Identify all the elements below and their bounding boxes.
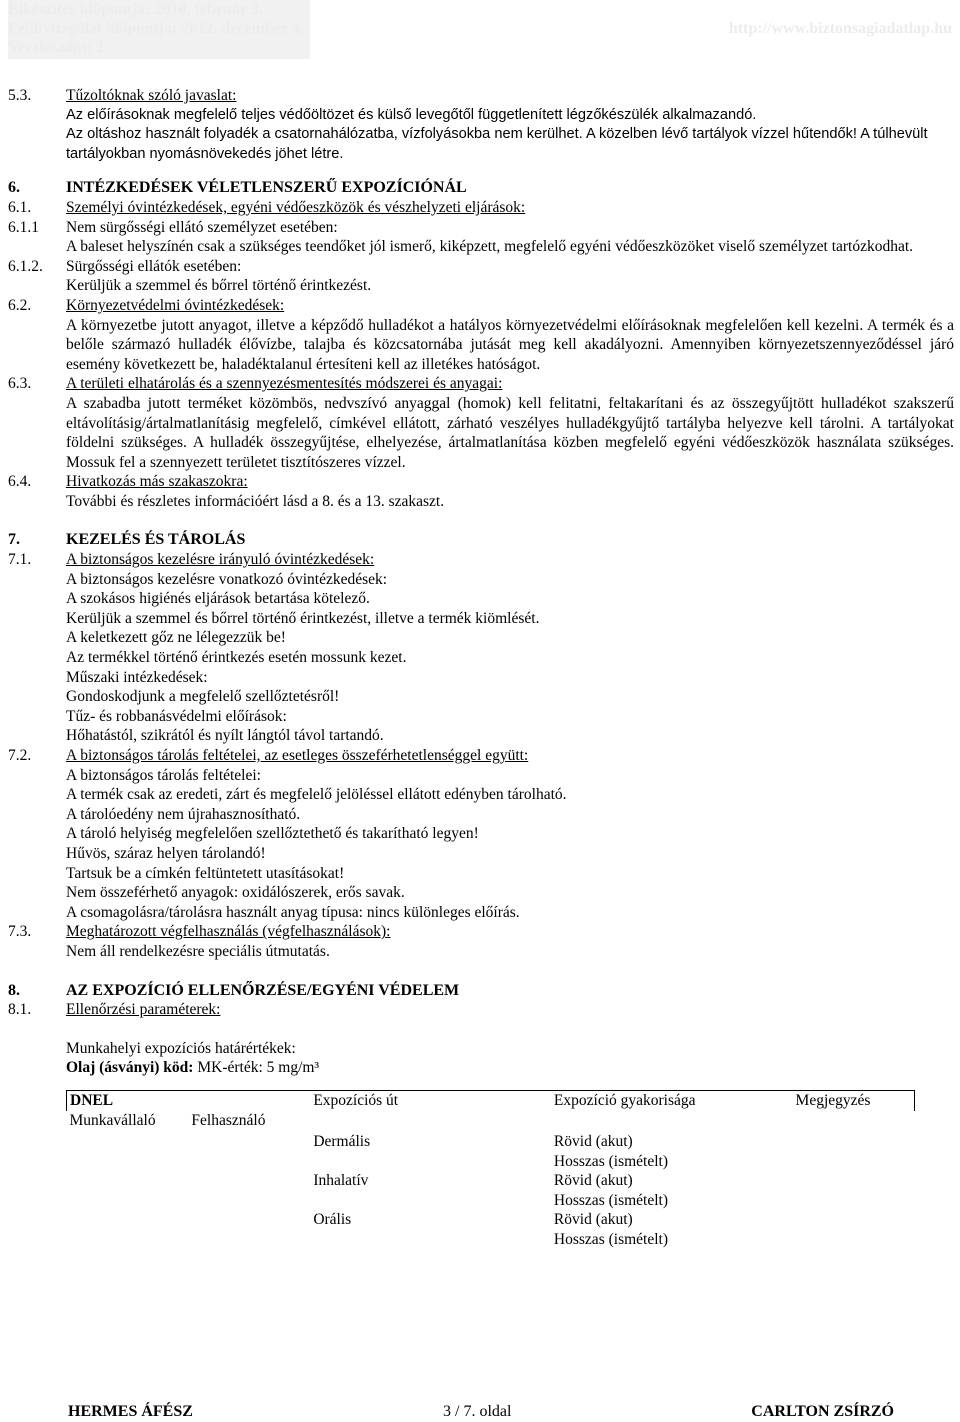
paragraph: Az oltáshoz használt folyadék a csatornahálózatba, vízfolyásokba nem kerülhet. A közelben lévő tartályok vízzel hűtendők! A túlhevült tartályokban nyomásnövekedés jöhet létre. xyxy=(66,126,928,162)
list-item: A biztonságos kezelésre vonatkozó óvintézkedések: xyxy=(66,570,388,588)
section-number: 6.1.2. xyxy=(8,257,43,275)
section-5-3 xyxy=(8,86,954,164)
table-subheader-row xyxy=(67,1111,915,1131)
section-8-1 xyxy=(8,1000,954,1078)
section-number: 7. xyxy=(8,531,20,549)
frequency-cell: Rövid (akut) Hosszas (ismételt) xyxy=(553,1133,668,1170)
section-title: Sürgősségi ellátók esetében: xyxy=(66,257,242,275)
header-worker: Munkavállaló xyxy=(69,1111,156,1129)
route-cell: Dermális xyxy=(313,1133,371,1151)
section-number: 6.4. xyxy=(8,473,32,491)
footer-company: HERMES ÁFÉSZ xyxy=(68,1403,193,1420)
section-number: 7.3. xyxy=(8,923,32,941)
section-number: 6. xyxy=(8,179,20,197)
page-header xyxy=(8,0,952,60)
section-title: A területi elhatárolás és a szennyezésmentesítés módszerei és anyagai: xyxy=(66,375,503,393)
paragraph: Kerüljük a szemmel és bőrrel történő érintkezést. xyxy=(66,277,372,295)
section-heading: INTÉZKEDÉSEK VÉLETLENSZERŰ EXPOZÍCIÓNÁL xyxy=(66,179,467,197)
section-number: 8. xyxy=(8,981,20,999)
revision-date: Felülvizsgálat időpontja: 2012. december 4. xyxy=(8,20,304,37)
table-row xyxy=(67,1210,915,1249)
list-item: A tároló helyiség megfelelően szellőztethető és takarítható legyen! xyxy=(66,825,479,843)
section-number: 8.1. xyxy=(8,1001,32,1019)
document-body xyxy=(8,86,954,1250)
section-number: 5.3. xyxy=(8,87,32,104)
section-number: 6.3. xyxy=(8,375,32,393)
section-number: 7.1. xyxy=(8,551,32,569)
section-6-4 xyxy=(8,472,954,511)
substance-value: MK-érték: 5 mg/m³ xyxy=(197,1059,320,1077)
limits-label: Munkahelyi expozíciós határértékek: xyxy=(66,1039,296,1057)
list-item: A biztonságos tárolás feltételei: xyxy=(66,766,261,784)
table-row xyxy=(67,1171,915,1210)
version-number: Verziószám: 2 xyxy=(8,39,104,56)
list-item: Az termékkel történő érintkezés esetén mossunk kezet. xyxy=(66,649,407,667)
section-title: A biztonságos kezelésre irányuló óvintézkedések: xyxy=(66,551,375,569)
section-7-2 xyxy=(8,746,954,922)
header-user: Felhasználó xyxy=(191,1111,266,1129)
section-number: 7.2. xyxy=(8,747,32,764)
frequency-cell: Rövid (akut) Hosszas (ismételt) xyxy=(553,1211,668,1249)
paragraph: A környezetbe jutott anyagot, illetve a képződő hulladékot a hatályos környezetvédelmi előírásoknak megfelelően kell kezelni. A termék és a belőle származó hulladék élővízbe, talajba és közcsatornába jutását meg kell akadályozni. Amennyiben környezetszennyeződéssel járó esemény következett be, haladéktalanul értesíteni kell az illetékes hatóságot. xyxy=(66,316,954,373)
section-number: 6.2. xyxy=(8,296,32,314)
section-6-1-1 xyxy=(8,218,954,257)
list-item: Műszaki intézkedések: xyxy=(66,668,208,686)
list-item: A keletkezett gőz ne lélegezzük be! xyxy=(66,629,286,647)
header-note: Megjegyzés xyxy=(793,1090,915,1110)
section-7-1 xyxy=(8,550,954,746)
list-item: A szokásos higiénés eljárások betartása kötelező. xyxy=(66,590,370,608)
section-title: Nem sürgősségi ellátó személyzet esetében: xyxy=(66,218,338,236)
section-title: Környezetvédelmi óvintézkedések: xyxy=(66,296,285,314)
list-item: Nem összeférhető anyagok: oxidálószerek, erős savak. xyxy=(66,884,405,902)
section-number: 6.1.1 xyxy=(8,218,39,236)
substance-limit xyxy=(66,1058,954,1078)
header-meta xyxy=(8,0,310,59)
frequency-cell: Rövid (akut) Hosszas (ismételt) xyxy=(553,1172,668,1209)
list-item: Gondoskodjunk a megfelelő szellőztetésről! xyxy=(66,688,340,706)
list-item: Hőhatástól, szikrától és nyílt lángtól távol tartandó. xyxy=(66,727,384,745)
section-7-3 xyxy=(8,922,954,961)
paragraph: Nem áll rendelkezésre speciális útmutatás. xyxy=(66,942,330,960)
section-heading: AZ EXPOZÍCIÓ ELLENŐRZÉSE/EGYÉNI VÉDELEM xyxy=(66,981,460,999)
list-item: A tárolóedény nem újrahasznosítható. xyxy=(66,805,301,823)
section-title: A biztonságos tárolás feltételei, az esetleges összeférhetetlenséggel együtt: xyxy=(66,747,529,764)
header-frequency: Expozíció gyakorisága xyxy=(551,1090,793,1110)
section-number: 6.1. xyxy=(8,198,32,216)
section-6-3 xyxy=(8,374,954,472)
section-7 xyxy=(8,530,954,550)
creation-date: Elkészítés időpontja: 2010. február 3. xyxy=(8,1,263,18)
paragraph: A szabadba jutott terméket közömbös, nedvszívó anyaggal (homok) kell felitatni, feltakarítani és az összegyűjtött hulladékot szakszerű eltávolításig/ártalmatlanításig megfelelő, címkével ellátott, zárható veszélyes hulladékgyűjtő tartályba helyezve kell tárolni. A tartályokat földelni szükséges. A hulladék összegyűjtése, elhelyezése, ártalmatlanítása közben megfelelő egyéni védőeszközök használata szükséges. Mossuk fel a szennyezett területet tisztítószeres vízzel. xyxy=(66,394,954,471)
header-url[interactable]: http://www.biztonsagiadatlap.hu xyxy=(728,20,952,37)
paragraph: A baleset helyszínén csak a szükséges teendőket jól ismerő, kiképzett, megfelelő egyéni védőeszközöket viselő személyzet tartózkodhat. xyxy=(66,238,914,256)
section-heading: KEZELÉS ÉS TÁROLÁS xyxy=(66,531,246,549)
header-dnel: DNEL xyxy=(67,1090,311,1110)
page-footer xyxy=(68,1402,894,1422)
list-item: Kerüljük a szemmel és bőrrel történő érintkezést, illetve a termék kiömlését. xyxy=(66,609,540,627)
list-item: Tűz- és robbanásvédelmi előírások: xyxy=(66,707,287,725)
list-item: A csomagolásra/tárolásra használt anyag típusa: nincs különleges előírás. xyxy=(66,903,520,921)
footer-product: CARLTON ZSÍRZÓ xyxy=(751,1403,894,1420)
substance-name: Olaj (ásványi) köd: xyxy=(66,1059,194,1077)
table-header-row xyxy=(67,1090,915,1110)
section-title: Ellenőrzési paraméterek: xyxy=(66,1001,221,1019)
list-item: Tartsuk be a címkén feltüntetett utasításokat! xyxy=(66,864,345,882)
section-6-2 xyxy=(8,296,954,374)
section-title: Hivatkozás más szakaszokra: xyxy=(66,473,248,491)
list-item: A termék csak az eredeti, zárt és megfelelő jelöléssel ellátott edényben tárolható. xyxy=(66,786,567,804)
paragraph: További és részletes információért lásd a 8. és a 13. szakaszt. xyxy=(66,492,445,510)
section-title: Tűzoltóknak szóló javaslat: xyxy=(66,87,237,104)
section-title: Személyi óvintézkedések, egyéni védőeszközök és vészhelyzeti eljárások: xyxy=(66,198,526,216)
section-6 xyxy=(8,178,954,198)
page-number: 3 / 7. oldal xyxy=(443,1403,512,1420)
section-title: Meghatározott végfelhasználás (végfelhasználások): xyxy=(66,923,391,941)
list-item: Hűvös, száraz helyen tárolandó! xyxy=(66,844,266,862)
dnel-table xyxy=(66,1090,915,1250)
paragraph: Az előírásoknak megfelelő teljes védőöltözet és külső levegőtől függetlenített légzőkészülék alkalmazandó. xyxy=(66,106,757,123)
section-8 xyxy=(8,981,954,1001)
section-6-1-2 xyxy=(8,257,954,296)
section-6-1 xyxy=(8,198,954,218)
route-cell: Inhalatív xyxy=(313,1172,369,1190)
route-cell: Orális xyxy=(313,1211,352,1229)
table-row xyxy=(67,1132,915,1171)
header-route: Expozíciós út xyxy=(310,1090,551,1110)
